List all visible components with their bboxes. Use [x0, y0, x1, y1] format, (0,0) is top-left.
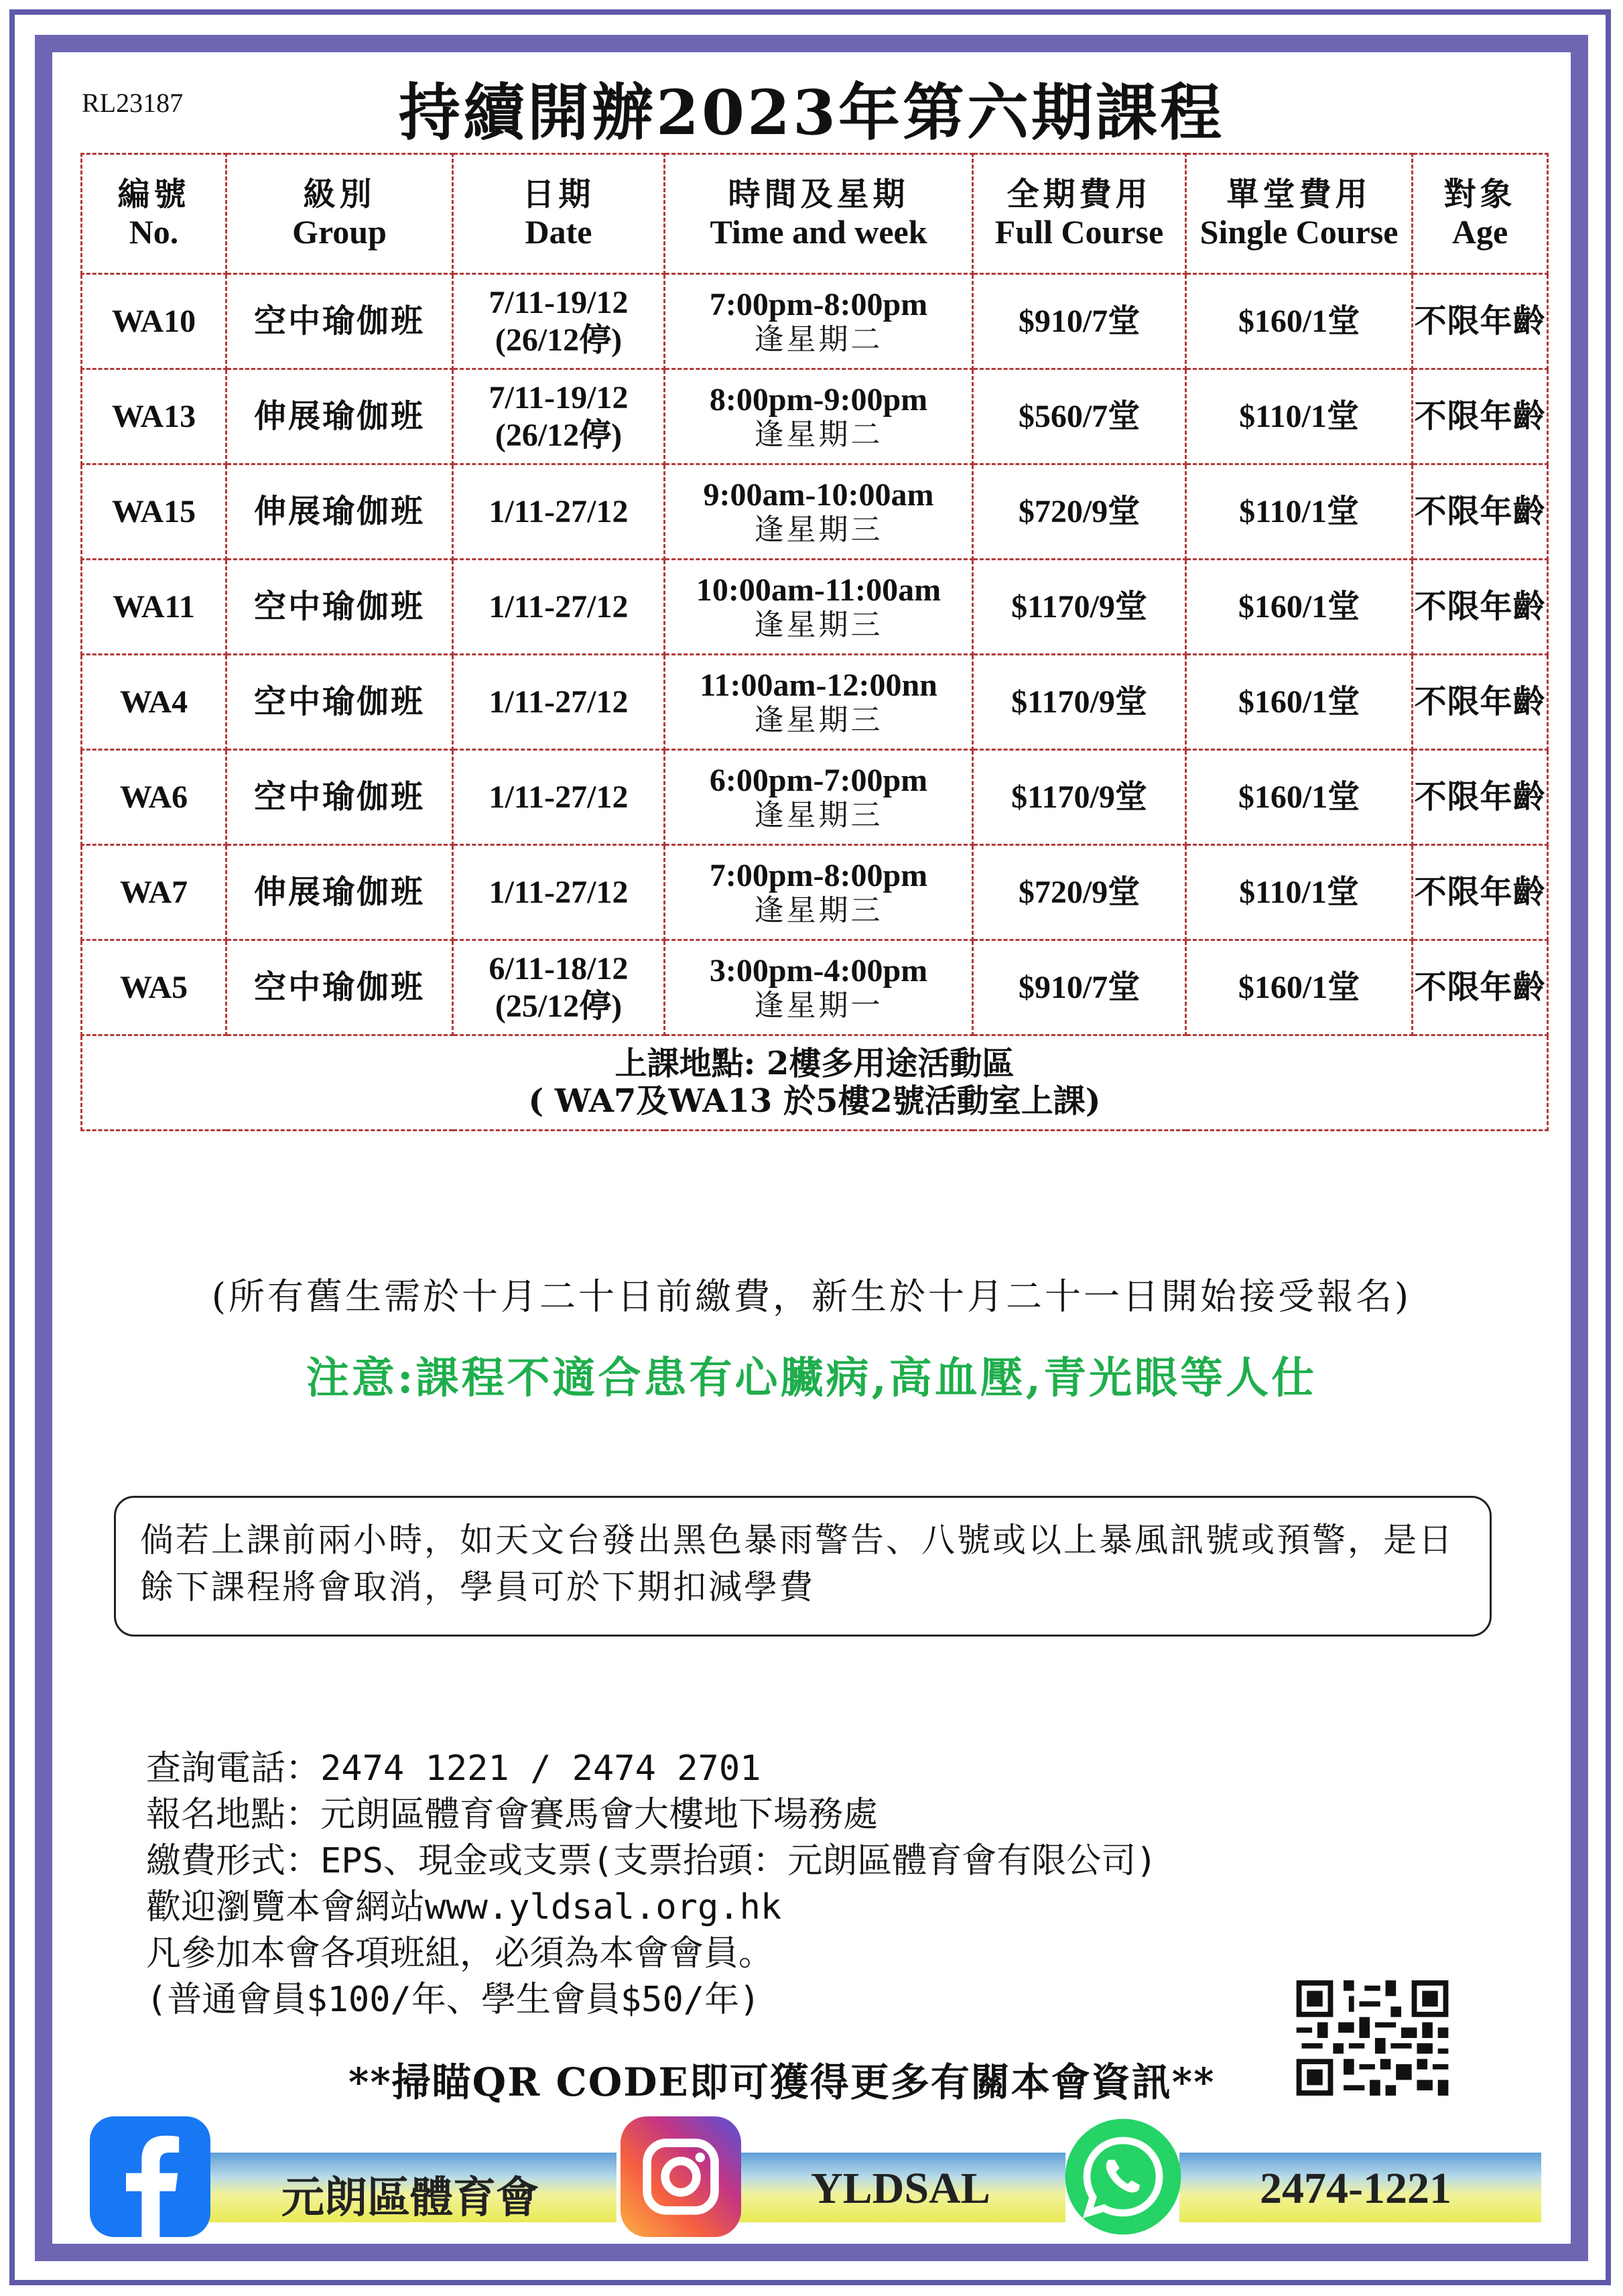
qr-note: **掃瞄QR CODE即可獲得更多有關本會資訊**	[348, 2059, 1216, 2105]
date-cell-date-note: (26/12停)	[495, 417, 623, 453]
single-fee-cell	[1186, 369, 1413, 464]
table-row	[82, 845, 1548, 940]
time-cell	[665, 750, 973, 845]
page-title: 持續開辦2023年第六期課程	[398, 76, 1225, 149]
table-row	[82, 940, 1548, 1035]
course-id-cell-id: WA13	[111, 398, 196, 434]
info-line: 報名地點：元朗區體育會賽馬會大樓地下場務處	[146, 1795, 879, 1835]
full-fee-cell	[973, 560, 1186, 655]
date-cell	[453, 560, 665, 655]
course-id-cell-id: WA11	[113, 588, 195, 625]
single-fee-cell-single: $110/1堂	[1239, 398, 1359, 434]
age-cell-age: 不限年齡	[1414, 397, 1546, 435]
single-fee-cell	[1186, 274, 1413, 369]
course-id-cell	[82, 274, 226, 369]
course-id-cell-id: WA4	[119, 684, 188, 720]
group-cell-group: 伸展瑜伽班	[253, 492, 425, 530]
column-header-en: Age	[1451, 212, 1508, 251]
whatsapp-icon[interactable]	[1063, 2116, 1183, 2237]
full-fee-cell-full: $720/9堂	[1018, 493, 1141, 529]
course-id-cell	[82, 845, 226, 940]
time-cell-time: 11:00am-12:00nn	[700, 667, 937, 703]
location-line2: ( WA7及WA13 於5樓2號活動室上課)	[528, 1082, 1101, 1120]
group-cell	[226, 940, 453, 1035]
full-fee-cell-full: $560/7堂	[1018, 398, 1141, 434]
single-fee-cell	[1186, 940, 1413, 1035]
info-line: 歡迎瀏覽本會網站www.yldsal.org.hk	[146, 1887, 782, 1927]
course-id-cell-id: WA5	[119, 969, 188, 1005]
column-header	[973, 154, 1186, 274]
date-cell-date: 6/11-18/12	[489, 951, 629, 987]
column-header	[1413, 154, 1548, 274]
group-cell-group: 空中瑜伽班	[253, 302, 425, 340]
time-cell-weekday: 逢星期三	[754, 893, 883, 928]
time-cell-time: 8:00pm-9:00pm	[709, 381, 928, 418]
group-cell-group: 空中瑜伽班	[253, 777, 425, 816]
table-row	[82, 750, 1548, 845]
full-fee-cell	[973, 464, 1186, 560]
info-line: (普通會員$100/年、學生會員$50/年)	[146, 1980, 761, 2020]
time-cell-weekday: 逢星期三	[754, 607, 883, 642]
document-code: RL23187	[82, 88, 184, 118]
single-fee-cell-single: $110/1堂	[1239, 493, 1359, 529]
date-cell-date: 1/11-27/12	[489, 493, 629, 529]
time-cell-weekday: 逢星期二	[754, 322, 883, 357]
date-cell-date: 1/11-27/12	[489, 684, 629, 720]
instagram-icon[interactable]	[621, 2116, 741, 2237]
table-row	[82, 274, 1548, 369]
course-id-cell	[82, 940, 226, 1035]
single-fee-cell-single: $160/1堂	[1238, 969, 1360, 1005]
table-row	[82, 369, 1548, 464]
date-cell	[453, 274, 665, 369]
column-header-zh: 單堂費用	[1226, 175, 1372, 213]
course-id-cell	[82, 655, 226, 750]
time-cell	[665, 369, 973, 464]
full-fee-cell	[973, 655, 1186, 750]
weather-notice-box	[114, 1496, 1492, 1637]
age-cell-age: 不限年齡	[1414, 777, 1546, 816]
facebook-label: 元朗區體育會	[281, 2173, 539, 2223]
course-id-cell-id: WA6	[119, 779, 188, 815]
group-cell-group: 空中瑜伽班	[253, 587, 425, 625]
full-fee-cell	[973, 845, 1186, 940]
table-row	[82, 464, 1548, 560]
full-fee-cell	[973, 940, 1186, 1035]
column-header	[226, 154, 453, 274]
date-cell	[453, 940, 665, 1035]
time-cell	[665, 560, 973, 655]
column-header-zh: 級別	[303, 175, 376, 213]
column-header-en: No.	[129, 212, 179, 251]
date-cell-date: 7/11-19/12	[489, 380, 629, 416]
location-line1: 上課地點: 2樓多用途活動區	[614, 1045, 1015, 1083]
column-header-zh: 時間及星期	[728, 175, 909, 213]
time-cell-time: 3:00pm-4:00pm	[709, 952, 928, 988]
instagram-label: YLDSAL	[811, 2164, 990, 2213]
age-cell	[1413, 369, 1548, 464]
column-header	[665, 154, 973, 274]
group-cell	[226, 274, 453, 369]
info-line: 凡參加本會各項班組，必須為本會會員。	[146, 1933, 774, 1974]
column-header-zh: 全期費用	[1007, 175, 1152, 213]
date-cell-date: 1/11-27/12	[489, 588, 629, 625]
course-id-cell	[82, 750, 226, 845]
health-warning: 注意:課程不適合患有心臟病,高血壓,青光眼等人仕	[306, 1353, 1317, 1403]
qr-code-icon[interactable]	[1295, 1980, 1450, 2096]
time-cell	[665, 655, 973, 750]
location-row	[82, 1035, 1548, 1131]
column-header-en: Full Course	[994, 212, 1164, 251]
table-row	[82, 655, 1548, 750]
weather-notice-text: 倘若上課前兩小時，如天文台發出黑色暴雨警告、八號或以上暴風訊號或預警，是日餘下課程將會取消，學員可於下期扣減學費	[140, 1521, 1454, 1606]
time-cell	[665, 845, 973, 940]
column-header-en: Date	[525, 212, 592, 251]
time-cell-time: 9:00am-10:00am	[703, 476, 934, 513]
time-cell-weekday: 逢星期三	[754, 512, 883, 547]
group-cell	[226, 369, 453, 464]
date-cell	[453, 369, 665, 464]
column-header	[1186, 154, 1413, 274]
age-cell-age: 不限年齡	[1414, 492, 1546, 530]
age-cell-age: 不限年齡	[1414, 873, 1546, 911]
time-cell-time: 7:00pm-8:00pm	[709, 286, 928, 322]
group-cell-group: 伸展瑜伽班	[253, 397, 425, 435]
table-row	[82, 560, 1548, 655]
age-cell	[1413, 655, 1548, 750]
whatsapp-label: 2474-1221	[1260, 2164, 1451, 2213]
time-cell	[665, 274, 973, 369]
info-line: 查詢電話：2474 1221 / 2474 2701	[146, 1748, 761, 1789]
full-fee-cell	[973, 750, 1186, 845]
course-id-cell-id: WA7	[119, 874, 188, 910]
single-fee-cell-single: $160/1堂	[1238, 779, 1360, 815]
date-cell-date: 7/11-19/12	[489, 285, 629, 321]
full-fee-cell-full: $1170/9堂	[1011, 588, 1147, 625]
group-cell	[226, 750, 453, 845]
group-cell	[226, 464, 453, 560]
date-cell-date: 1/11-27/12	[489, 779, 629, 815]
column-header-en: Group	[292, 212, 387, 251]
info-line: 繳費形式：EPS、現金或支票(支票抬頭：元朗區體育會有限公司)	[146, 1841, 1157, 1881]
course-id-cell	[82, 464, 226, 560]
age-cell-age: 不限年齡	[1414, 968, 1546, 1006]
age-cell-age: 不限年齡	[1414, 587, 1546, 625]
date-cell-date-note: (26/12停)	[495, 322, 623, 358]
time-cell	[665, 940, 973, 1035]
group-cell-group: 空中瑜伽班	[253, 968, 425, 1006]
column-header	[82, 154, 226, 274]
time-cell-weekday: 逢星期三	[754, 798, 883, 832]
single-fee-cell-single: $160/1堂	[1238, 588, 1360, 625]
column-header-zh: 對象	[1443, 175, 1516, 213]
single-fee-cell	[1186, 560, 1413, 655]
single-fee-cell-single: $160/1堂	[1238, 303, 1360, 339]
contact-info	[146, 1746, 1157, 2023]
course-id-cell	[82, 560, 226, 655]
full-fee-cell-full: $1170/9堂	[1011, 684, 1147, 720]
date-cell	[453, 464, 665, 560]
age-cell-age: 不限年齡	[1414, 682, 1546, 720]
date-cell-date-note: (25/12停)	[495, 988, 623, 1024]
column-header-en: Time and week	[710, 212, 927, 251]
age-cell	[1413, 940, 1548, 1035]
group-cell-group: 空中瑜伽班	[253, 682, 425, 720]
age-cell	[1413, 845, 1548, 940]
column-header-en: Single Course	[1199, 212, 1399, 251]
full-fee-cell-full: $720/9堂	[1018, 874, 1141, 910]
course-id-cell	[82, 369, 226, 464]
time-cell-weekday: 逢星期二	[754, 417, 883, 452]
group-cell	[226, 655, 453, 750]
age-cell	[1413, 560, 1548, 655]
age-cell-age: 不限年齡	[1414, 302, 1546, 340]
course-schedule-table	[80, 153, 1549, 1131]
column-header-zh: 日期	[522, 175, 595, 213]
column-header	[453, 154, 665, 274]
full-fee-cell-full: $910/7堂	[1018, 303, 1141, 339]
group-cell	[226, 560, 453, 655]
facebook-icon[interactable]	[90, 2116, 210, 2237]
time-cell-time: 6:00pm-7:00pm	[709, 762, 928, 798]
age-cell	[1413, 464, 1548, 560]
full-fee-cell-full: $910/7堂	[1018, 969, 1141, 1005]
age-cell	[1413, 750, 1548, 845]
location-cell	[82, 1035, 1548, 1131]
single-fee-cell-single: $160/1堂	[1238, 684, 1360, 720]
single-fee-cell	[1186, 464, 1413, 560]
group-cell	[226, 845, 453, 940]
course-id-cell-id: WA15	[111, 493, 196, 529]
column-header-zh: 編號	[117, 175, 190, 213]
single-fee-cell	[1186, 655, 1413, 750]
time-cell-time: 10:00am-11:00am	[696, 572, 942, 608]
single-fee-cell	[1186, 845, 1413, 940]
table-header-row	[82, 154, 1548, 274]
date-cell	[453, 750, 665, 845]
time-cell-time: 7:00pm-8:00pm	[709, 857, 928, 893]
full-fee-cell	[973, 369, 1186, 464]
time-cell-weekday: 逢星期三	[754, 702, 883, 737]
single-fee-cell-single: $110/1堂	[1239, 874, 1359, 910]
full-fee-cell	[973, 274, 1186, 369]
full-fee-cell-full: $1170/9堂	[1011, 779, 1147, 815]
payment-note: (所有舊生需於十月二十日前繳費，新生於十月二十一日開始接受報名)	[211, 1275, 1412, 1318]
date-cell	[453, 655, 665, 750]
group-cell-group: 伸展瑜伽班	[253, 873, 425, 911]
single-fee-cell	[1186, 750, 1413, 845]
time-cell	[665, 464, 973, 560]
date-cell	[453, 845, 665, 940]
age-cell	[1413, 274, 1548, 369]
course-id-cell-id: WA10	[111, 303, 196, 339]
time-cell-weekday: 逢星期一	[754, 988, 883, 1023]
date-cell-date: 1/11-27/12	[489, 874, 629, 910]
